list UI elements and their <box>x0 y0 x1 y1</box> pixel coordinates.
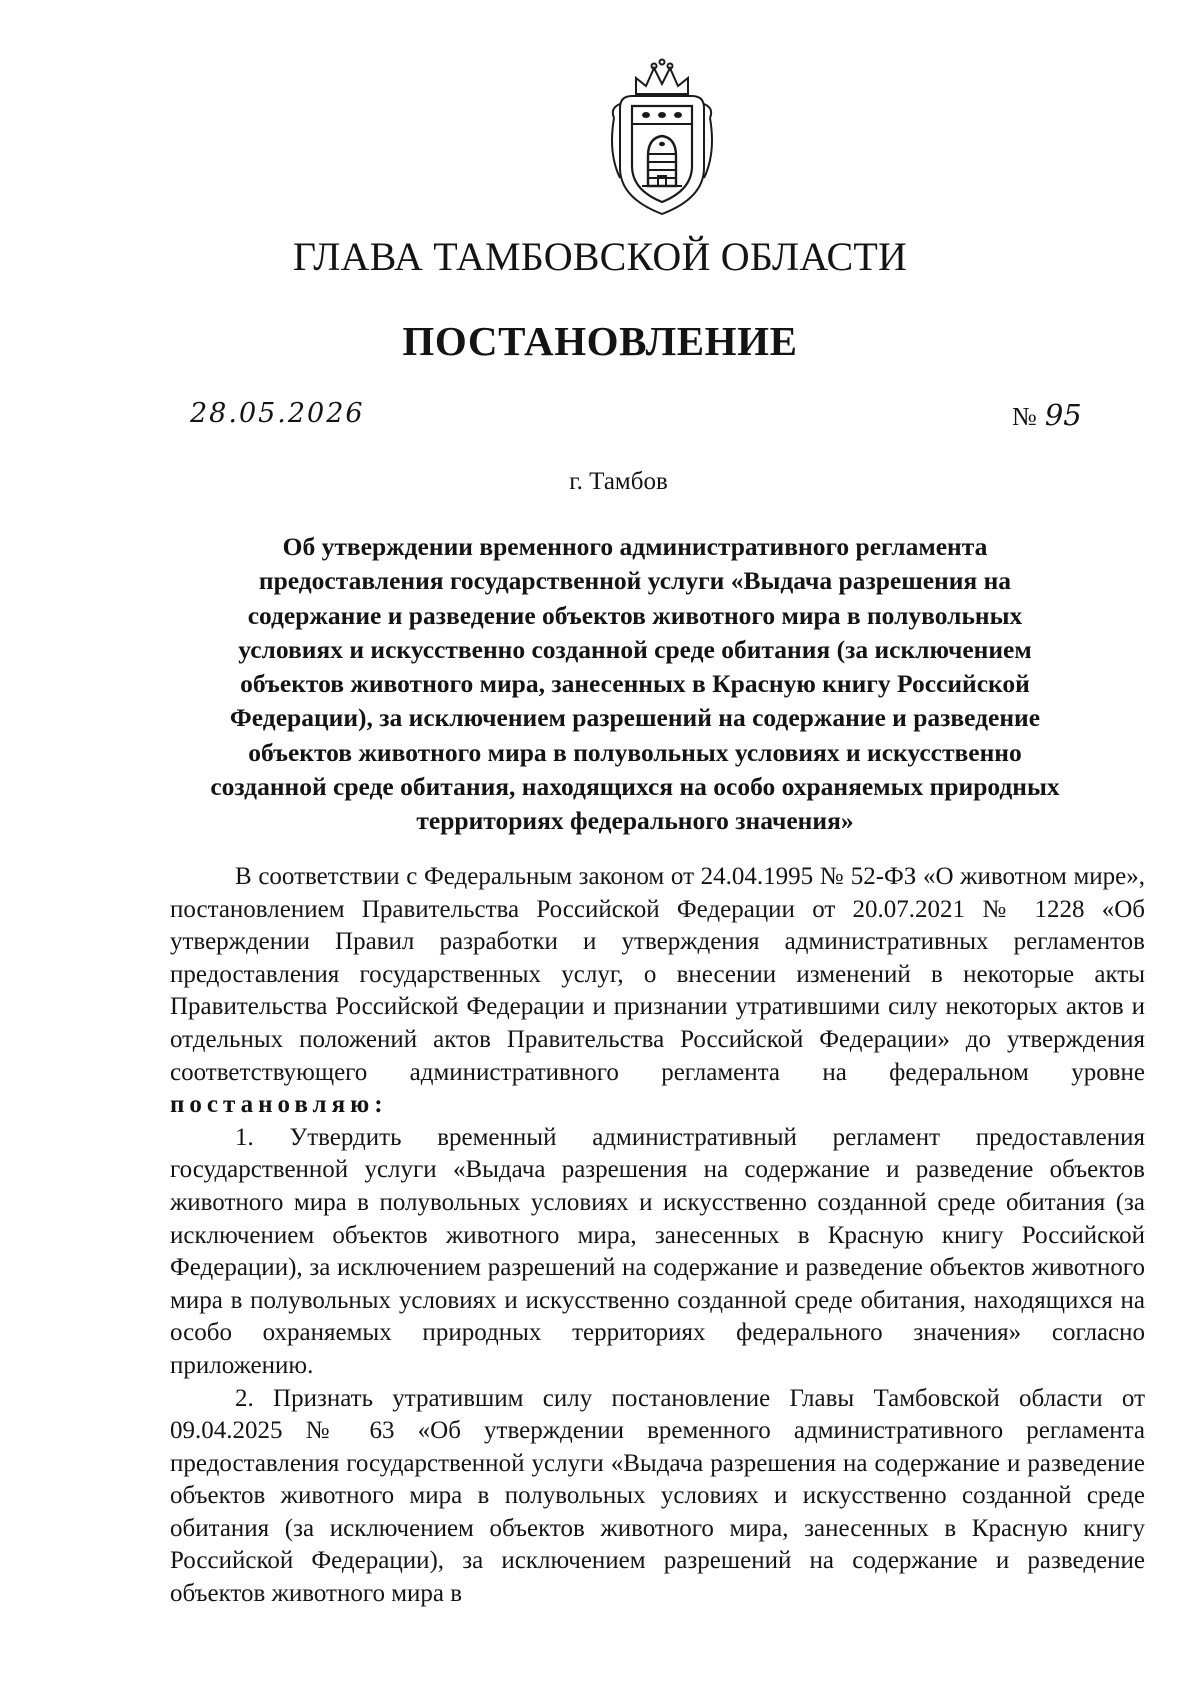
title-line: объектов животного мира, занесенных в Красную книгу Российской <box>240 669 1030 699</box>
title-line: Федерации), за исключением разрешений на содержание и разведение <box>229 703 1041 733</box>
document-date: 28.05.2026 <box>190 398 365 429</box>
preamble-paragraph <box>170 861 1145 1122</box>
document-body <box>170 861 1145 1611</box>
document-number <box>1012 398 1082 432</box>
title-line: предоставления государственной услуги «Выдача разрешения на <box>258 566 1012 596</box>
tambov-coat-of-arms-icon <box>606 58 718 218</box>
number-label: № <box>1012 402 1037 431</box>
resolve-word: постановляю: <box>170 1091 388 1119</box>
title-line: условиях и искусственно созданной среде обитания (за исключением <box>238 634 1032 664</box>
title-line: созданной среде обитания, находящихся на особо охраняемых природных <box>210 772 1060 802</box>
document-type: ПОСТАНОВЛЕНИЕ <box>402 318 798 364</box>
item-1-paragraph: 1. Утвердить временный административный регламент предоставления государственной услуги «Выдача разрешения на содержание и разведение объектов животного мира в полувольных условиях и искусственно созданной среде обитания (за исключением объектов животного мира, занесенных в Красную книгу Российской Федерации), за исключением разрешений на содержание и разведение объектов животного мира в полувольных условиях и искусственно созданной среде обитания, находящихся на особо охраняемых природных территориях федерального значения» согласно приложению. <box>170 1123 1145 1379</box>
title-line: содержание и разведение объектов животного мира в полувольных <box>247 600 1023 630</box>
preamble-text: В соответствии с Федеральным законом от 24.04.1995 № 52-ФЗ «О животном мире», постановлением Правительства Российской Федерации от 20.07.2021 № 1228 «Об утверждении Правил разработки и утверждения административных регламентов предоставления государственных услуг, о внесении изменений в некоторые акты Правительства Российской Федерации и признании утратившими силу некоторых актов и отдельных положений актов Правительства Российской Федерации» до утверждения соответствующего административного регламента на федеральном уровне <box>170 863 1145 1086</box>
city: г. Тамбов <box>569 468 668 495</box>
title-line: объектов животного мира в полувольных условиях и искусственно <box>248 737 1022 767</box>
number-value: 95 <box>1044 398 1082 432</box>
title-line: Об утверждении временного административного регламента <box>282 532 988 561</box>
document-title <box>150 530 1120 839</box>
issuing-authority: ГЛАВА ТАМБОВСКОЙ ОБЛАСТИ <box>292 234 908 279</box>
title-line: территориях федерального значения» <box>416 806 854 836</box>
item-2-paragraph: 2. Признать утратившим силу постановление Главы Тамбовской области от 09.04.2025 № 63 «Об утверждении временного административного регламента предоставления государственной услуги «Выдача разрешения на содержание и разведение объектов животного мира в полувольных условиях и искусственно созданной среде обитания (за исключением объектов животного мира, занесенных в Красную книгу Российской Федерации), за исключением разрешений на содержание и разведение объектов животного мира в <box>170 1384 1145 1608</box>
